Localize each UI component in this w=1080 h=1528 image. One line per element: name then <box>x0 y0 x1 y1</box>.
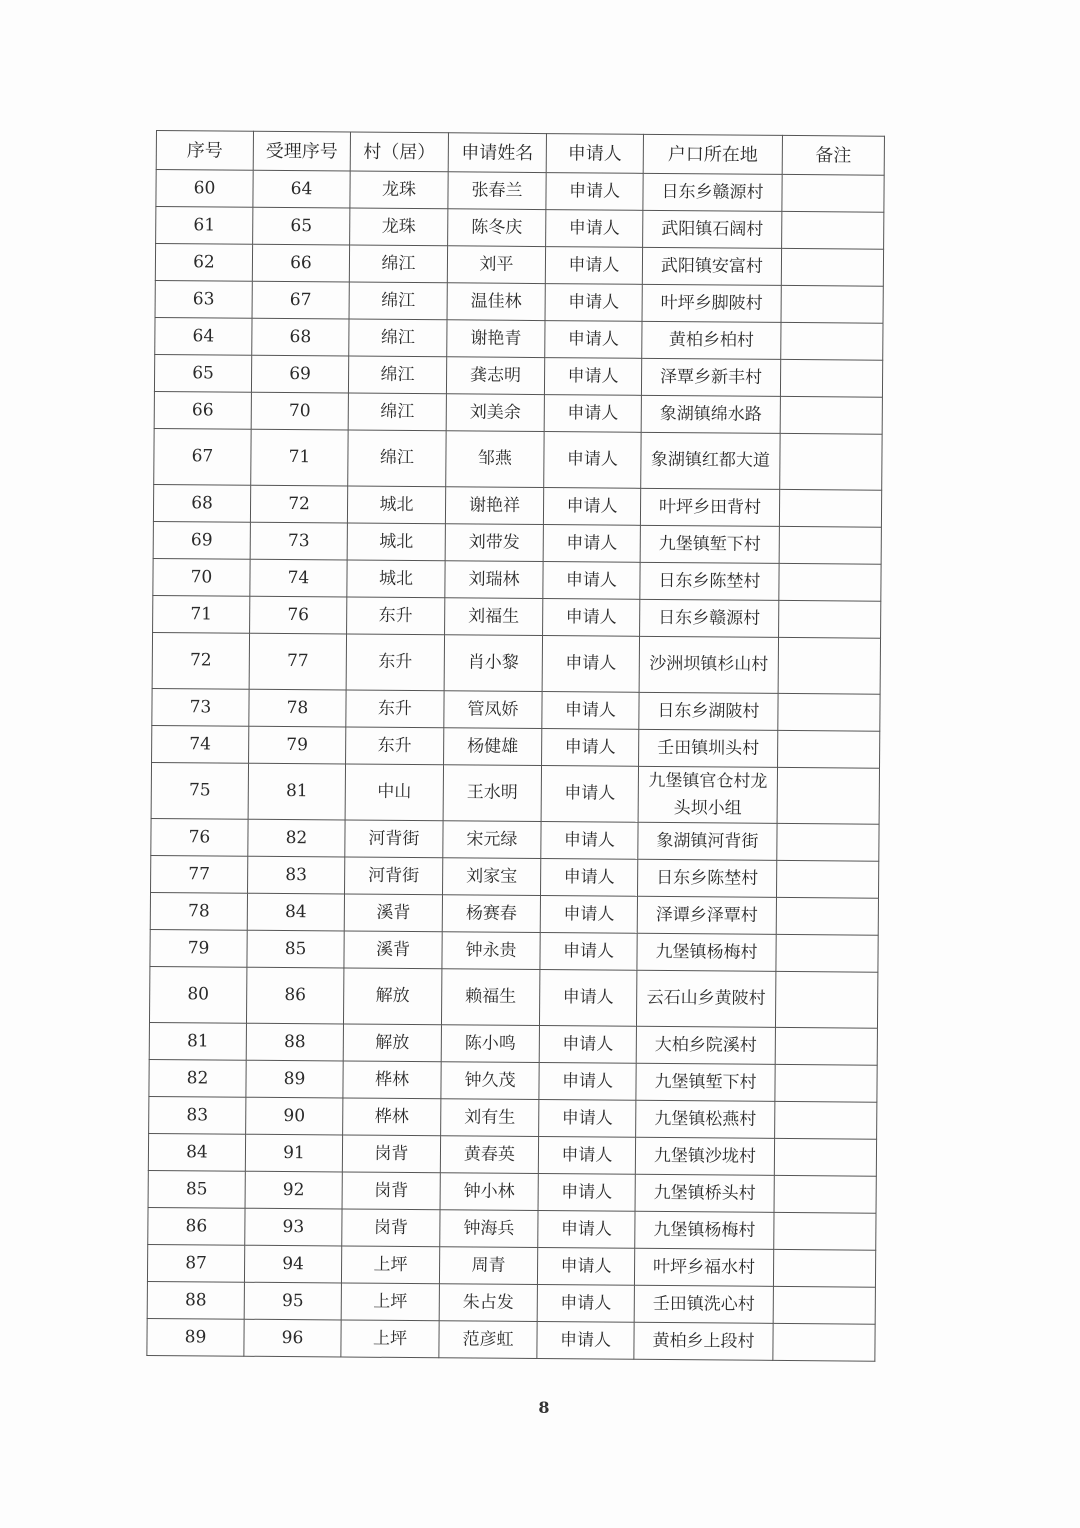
cell-accept-seq: 74 <box>250 559 347 597</box>
cell-applicant: 申请人 <box>540 859 637 897</box>
cell-household-location: 壬田镇圳头村 <box>639 729 778 767</box>
table-row <box>154 354 882 397</box>
cell-applicant-name: 杨健雄 <box>444 728 542 766</box>
cell-accept-seq: 96 <box>244 1319 341 1357</box>
cell-household-location: 九堡镇杨梅村 <box>637 933 776 971</box>
cell-remark <box>773 1249 875 1287</box>
cell-village: 桦林 <box>343 1098 441 1136</box>
cell-applicant-name: 谢艳祥 <box>445 487 543 525</box>
cell-remark <box>779 563 881 601</box>
table-row <box>149 1096 877 1139</box>
cell-applicant-name: 刘福生 <box>445 598 543 636</box>
cell-remark <box>773 1323 875 1361</box>
table-row <box>150 929 878 972</box>
cell-seq: 83 <box>149 1096 246 1134</box>
cell-seq: 89 <box>147 1318 244 1356</box>
cell-household-location: 九堡镇堑下村 <box>636 1063 775 1101</box>
cell-applicant-name: 管凤娇 <box>444 691 542 729</box>
cell-seq: 84 <box>148 1133 245 1171</box>
cell-applicant-name: 钟久茂 <box>441 1062 539 1100</box>
cell-household-location: 沙洲坝镇杉山村 <box>639 636 778 693</box>
table-row <box>155 244 883 287</box>
cell-household-location: 九堡镇堑下村 <box>640 525 779 563</box>
cell-household-location: 泽谭乡泽覃村 <box>637 896 776 934</box>
cell-village: 上坪 <box>341 1320 439 1358</box>
cell-applicant-name: 范彦虹 <box>439 1321 537 1359</box>
table-row <box>152 725 880 768</box>
cell-household-location: 叶坪乡脚陂村 <box>642 284 781 322</box>
table-row <box>147 1281 875 1324</box>
cell-accept-seq: 90 <box>246 1097 343 1135</box>
cell-village: 岗背 <box>342 1172 440 1210</box>
cell-household-location: 叶坪乡福水村 <box>634 1248 773 1286</box>
cell-applicant: 申请人 <box>543 488 640 526</box>
cell-remark <box>778 730 880 768</box>
cell-village: 龙珠 <box>350 171 448 209</box>
cell-seq: 65 <box>154 354 251 392</box>
cell-remark <box>776 860 878 898</box>
cell-remark <box>779 489 881 527</box>
cell-applicant-name: 刘瑞林 <box>445 561 543 599</box>
cell-household-location: 泽覃乡新丰村 <box>641 358 780 396</box>
cell-remark <box>781 285 883 323</box>
cell-applicant: 申请人 <box>543 599 640 637</box>
cell-applicant-name: 邹燕 <box>446 431 544 488</box>
table-row <box>149 966 877 1028</box>
cell-remark <box>781 322 883 360</box>
cell-seq: 72 <box>152 632 249 689</box>
cell-seq: 63 <box>155 280 252 318</box>
cell-household-location: 象湖镇河背街 <box>638 822 777 860</box>
cell-remark <box>777 767 879 824</box>
table-header-row <box>156 131 884 176</box>
cell-accept-seq: 78 <box>249 689 346 727</box>
table-row <box>149 1022 877 1065</box>
cell-remark <box>777 823 879 861</box>
cell-applicant: 申请人 <box>537 1285 634 1323</box>
cell-applicant-name: 刘美余 <box>446 394 544 432</box>
cell-seq: 66 <box>154 391 251 429</box>
cell-accept-seq: 76 <box>250 596 347 634</box>
page-number: 8 <box>538 1398 550 1417</box>
cell-seq: 62 <box>155 244 252 282</box>
cell-accept-seq: 71 <box>251 429 348 486</box>
cell-village: 河背街 <box>345 820 443 858</box>
cell-household-location: 武阳镇石阔村 <box>643 210 782 248</box>
cell-applicant-name: 刘平 <box>447 246 545 284</box>
cell-seq: 78 <box>150 892 247 930</box>
table-row <box>154 428 882 490</box>
cell-household-location: 九堡镇桥头村 <box>635 1174 774 1212</box>
cell-accept-seq: 67 <box>252 281 349 319</box>
cell-applicant: 申请人 <box>539 1100 636 1138</box>
table-row <box>152 632 880 694</box>
cell-accept-seq: 66 <box>252 244 349 282</box>
cell-household-location: 日东乡陈埜村 <box>640 562 779 600</box>
cell-seq: 61 <box>156 207 253 245</box>
cell-applicant-name: 温佳林 <box>447 283 545 321</box>
cell-village: 岗背 <box>342 1135 440 1173</box>
cell-accept-seq: 82 <box>248 819 345 857</box>
cell-applicant-name: 钟海兵 <box>440 1210 538 1248</box>
cell-seq: 76 <box>151 818 248 856</box>
cell-applicant: 申请人 <box>539 1026 636 1064</box>
cell-applicant-name: 宋元绿 <box>443 821 541 859</box>
cell-applicant: 申请人 <box>544 432 641 489</box>
table-row <box>149 1059 877 1102</box>
cell-applicant: 申请人 <box>540 933 637 971</box>
cell-applicant: 申请人 <box>545 284 642 322</box>
cell-applicant: 申请人 <box>546 210 643 248</box>
cell-seq: 87 <box>147 1244 244 1282</box>
cell-village: 城北 <box>347 560 445 598</box>
cell-household-location: 日东乡湖陂村 <box>639 692 778 730</box>
cell-seq: 86 <box>148 1207 245 1245</box>
cell-village: 绵江 <box>349 282 447 320</box>
cell-seq: 73 <box>152 688 249 726</box>
cell-village: 桦林 <box>343 1061 441 1099</box>
cell-village: 龙珠 <box>350 208 448 246</box>
cell-applicant-name: 张春兰 <box>448 172 546 210</box>
cell-village: 东升 <box>347 597 445 635</box>
cell-accept-seq: 91 <box>245 1134 342 1172</box>
header-remark: 备注 <box>782 135 884 175</box>
cell-remark <box>778 693 880 731</box>
cell-household-location: 大柏乡院溪村 <box>636 1026 775 1064</box>
cell-seq: 74 <box>152 725 249 763</box>
cell-accept-seq: 92 <box>245 1171 342 1209</box>
cell-applicant: 申请人 <box>538 1174 635 1212</box>
cell-household-location: 日东乡赣源村 <box>643 173 782 211</box>
cell-village: 溪背 <box>344 894 442 932</box>
cell-remark <box>782 211 884 249</box>
table-body <box>147 170 884 1362</box>
cell-applicant-name: 刘有生 <box>441 1099 539 1137</box>
cell-village: 东升 <box>346 634 444 691</box>
cell-accept-seq: 86 <box>246 967 343 1024</box>
header-applicant-name: 申请姓名 <box>448 133 546 173</box>
cell-applicant-name: 谢艳青 <box>447 320 545 358</box>
cell-household-location: 象湖镇绵水路 <box>641 395 780 433</box>
cell-applicant: 申请人 <box>544 358 641 396</box>
cell-seq: 64 <box>155 317 252 355</box>
cell-remark <box>775 1064 877 1102</box>
cell-village: 城北 <box>347 523 445 561</box>
cell-applicant-name: 刘带发 <box>445 524 543 562</box>
cell-applicant: 申请人 <box>545 247 642 285</box>
cell-applicant-name: 赖福生 <box>441 969 539 1026</box>
cell-accept-seq: 81 <box>248 763 345 820</box>
cell-accept-seq: 88 <box>246 1023 343 1061</box>
cell-applicant: 申请人 <box>542 729 639 767</box>
cell-village: 溪背 <box>344 931 442 969</box>
cell-accept-seq: 94 <box>244 1245 341 1283</box>
header-household-location: 户口所在地 <box>643 134 782 174</box>
cell-accept-seq: 68 <box>252 318 349 356</box>
table-row <box>148 1207 876 1250</box>
table-row <box>153 558 881 601</box>
table-row <box>153 595 881 638</box>
cell-applicant-name: 周青 <box>439 1247 537 1285</box>
table-row <box>153 521 881 564</box>
cell-remark <box>782 174 884 212</box>
cell-seq: 71 <box>153 595 250 633</box>
cell-applicant-name: 肖小黎 <box>444 635 542 692</box>
table-row <box>151 762 879 824</box>
cell-accept-seq: 70 <box>251 392 348 430</box>
table-row <box>151 855 879 898</box>
cell-seq: 88 <box>147 1281 244 1319</box>
cell-applicant-name: 朱占发 <box>439 1284 537 1322</box>
cell-seq: 75 <box>151 762 248 819</box>
cell-applicant-name: 钟永贵 <box>442 932 540 970</box>
cell-seq: 79 <box>150 929 247 967</box>
header-accept-seq: 受理序号 <box>253 131 350 171</box>
cell-applicant: 申请人 <box>537 1248 634 1286</box>
cell-household-location: 日东乡陈埜村 <box>637 859 776 897</box>
table-row <box>152 688 880 731</box>
cell-village: 东升 <box>346 727 444 765</box>
cell-applicant: 申请人 <box>539 970 636 1027</box>
table-row <box>156 207 884 250</box>
applicant-table <box>146 130 885 1362</box>
cell-remark <box>775 1101 877 1139</box>
cell-village: 城北 <box>347 486 445 524</box>
cell-applicant: 申请人 <box>543 562 640 600</box>
cell-household-location: 九堡镇官仓村龙头坝小组 <box>638 766 777 823</box>
cell-remark <box>776 934 878 972</box>
cell-household-location: 云石山乡黄陂村 <box>636 970 775 1027</box>
cell-village: 绵江 <box>348 393 446 431</box>
cell-applicant: 申请人 <box>540 896 637 934</box>
cell-applicant-name: 陈冬庆 <box>448 209 546 247</box>
cell-accept-seq: 77 <box>249 633 346 690</box>
cell-applicant: 申请人 <box>545 321 642 359</box>
cell-applicant-name: 龚志明 <box>446 357 544 395</box>
cell-seq: 60 <box>156 170 253 208</box>
cell-accept-seq: 65 <box>253 207 350 245</box>
cell-remark <box>780 359 882 397</box>
cell-household-location: 壬田镇洗心村 <box>634 1285 773 1323</box>
cell-applicant-name: 陈小鸣 <box>441 1025 539 1063</box>
cell-household-location: 叶坪乡田背村 <box>640 488 779 526</box>
cell-applicant: 申请人 <box>544 395 641 433</box>
cell-household-location: 九堡镇杨梅村 <box>635 1211 774 1249</box>
table-row <box>148 1170 876 1213</box>
cell-household-location: 九堡镇沙垅村 <box>635 1137 774 1175</box>
cell-accept-seq: 89 <box>246 1060 343 1098</box>
cell-applicant: 申请人 <box>546 173 643 211</box>
cell-village: 绵江 <box>349 245 447 283</box>
cell-remark <box>774 1138 876 1176</box>
cell-village: 河背街 <box>345 857 443 895</box>
cell-applicant-name: 王水明 <box>443 765 541 822</box>
cell-accept-seq: 84 <box>247 893 344 931</box>
cell-village: 上坪 <box>341 1246 439 1284</box>
cell-seq: 70 <box>153 558 250 596</box>
cell-remark <box>774 1212 876 1250</box>
cell-household-location: 日东乡赣源村 <box>640 599 779 637</box>
table-row <box>147 1318 875 1361</box>
cell-applicant-name: 杨赛春 <box>442 895 540 933</box>
cell-remark <box>779 526 881 564</box>
cell-accept-seq: 95 <box>244 1282 341 1320</box>
header-applicant: 申请人 <box>546 134 643 174</box>
cell-village: 岗背 <box>342 1209 440 1247</box>
table-row <box>148 1133 876 1176</box>
cell-remark <box>778 637 880 694</box>
cell-accept-seq: 85 <box>247 930 344 968</box>
cell-applicant: 申请人 <box>538 1211 635 1249</box>
cell-household-location: 黄柏乡柏村 <box>642 321 781 359</box>
cell-seq: 85 <box>148 1170 245 1208</box>
cell-household-location: 黄柏乡上段村 <box>634 1322 773 1360</box>
header-seq: 序号 <box>156 131 253 171</box>
cell-remark <box>775 1027 877 1065</box>
cell-village: 绵江 <box>348 430 446 487</box>
cell-remark <box>775 971 877 1028</box>
cell-seq: 69 <box>153 521 250 559</box>
table-row <box>153 484 881 527</box>
cell-applicant: 申请人 <box>542 636 639 693</box>
cell-applicant: 申请人 <box>539 1063 636 1101</box>
cell-seq: 68 <box>153 484 250 522</box>
cell-accept-seq: 69 <box>251 355 348 393</box>
cell-household-location: 九堡镇松燕村 <box>636 1100 775 1138</box>
cell-applicant: 申请人 <box>538 1137 635 1175</box>
table-row <box>150 892 878 935</box>
cell-accept-seq: 93 <box>245 1208 342 1246</box>
cell-household-location: 象湖镇红都大道 <box>641 432 780 489</box>
cell-accept-seq: 64 <box>253 170 350 208</box>
cell-accept-seq: 83 <box>248 856 345 894</box>
cell-seq: 82 <box>149 1059 246 1097</box>
cell-village: 绵江 <box>348 356 446 394</box>
cell-seq: 81 <box>149 1022 246 1060</box>
table-row <box>154 391 882 434</box>
cell-applicant-name: 黄春英 <box>440 1136 538 1174</box>
cell-applicant-name: 钟小林 <box>440 1173 538 1211</box>
cell-remark <box>776 897 878 935</box>
cell-remark <box>780 433 882 490</box>
cell-seq: 67 <box>154 428 251 485</box>
cell-applicant: 申请人 <box>537 1322 634 1360</box>
cell-seq: 77 <box>151 855 248 893</box>
cell-accept-seq: 73 <box>250 522 347 560</box>
cell-remark <box>773 1286 875 1324</box>
table-row <box>156 170 884 213</box>
cell-accept-seq: 72 <box>250 485 347 523</box>
cell-remark <box>781 248 883 286</box>
cell-applicant: 申请人 <box>541 822 638 860</box>
cell-village: 上坪 <box>341 1283 439 1321</box>
cell-seq: 80 <box>149 966 246 1023</box>
table-row <box>151 818 879 861</box>
cell-village: 解放 <box>343 1024 441 1062</box>
cell-applicant: 申请人 <box>543 525 640 563</box>
cell-remark <box>774 1175 876 1213</box>
cell-remark <box>779 600 881 638</box>
table-row <box>147 1244 875 1287</box>
cell-village: 解放 <box>343 968 441 1025</box>
cell-village: 绵江 <box>349 319 447 357</box>
header-village: 村（居） <box>350 132 448 172</box>
cell-applicant: 申请人 <box>541 766 638 823</box>
cell-applicant: 申请人 <box>542 692 639 730</box>
cell-household-location: 武阳镇安富村 <box>642 247 781 285</box>
table-row <box>155 280 883 323</box>
cell-remark <box>780 396 882 434</box>
cell-accept-seq: 79 <box>249 726 346 764</box>
cell-village: 中山 <box>345 764 443 821</box>
cell-applicant-name: 刘家宝 <box>443 858 541 896</box>
table-row <box>155 317 883 360</box>
cell-village: 东升 <box>346 690 444 728</box>
